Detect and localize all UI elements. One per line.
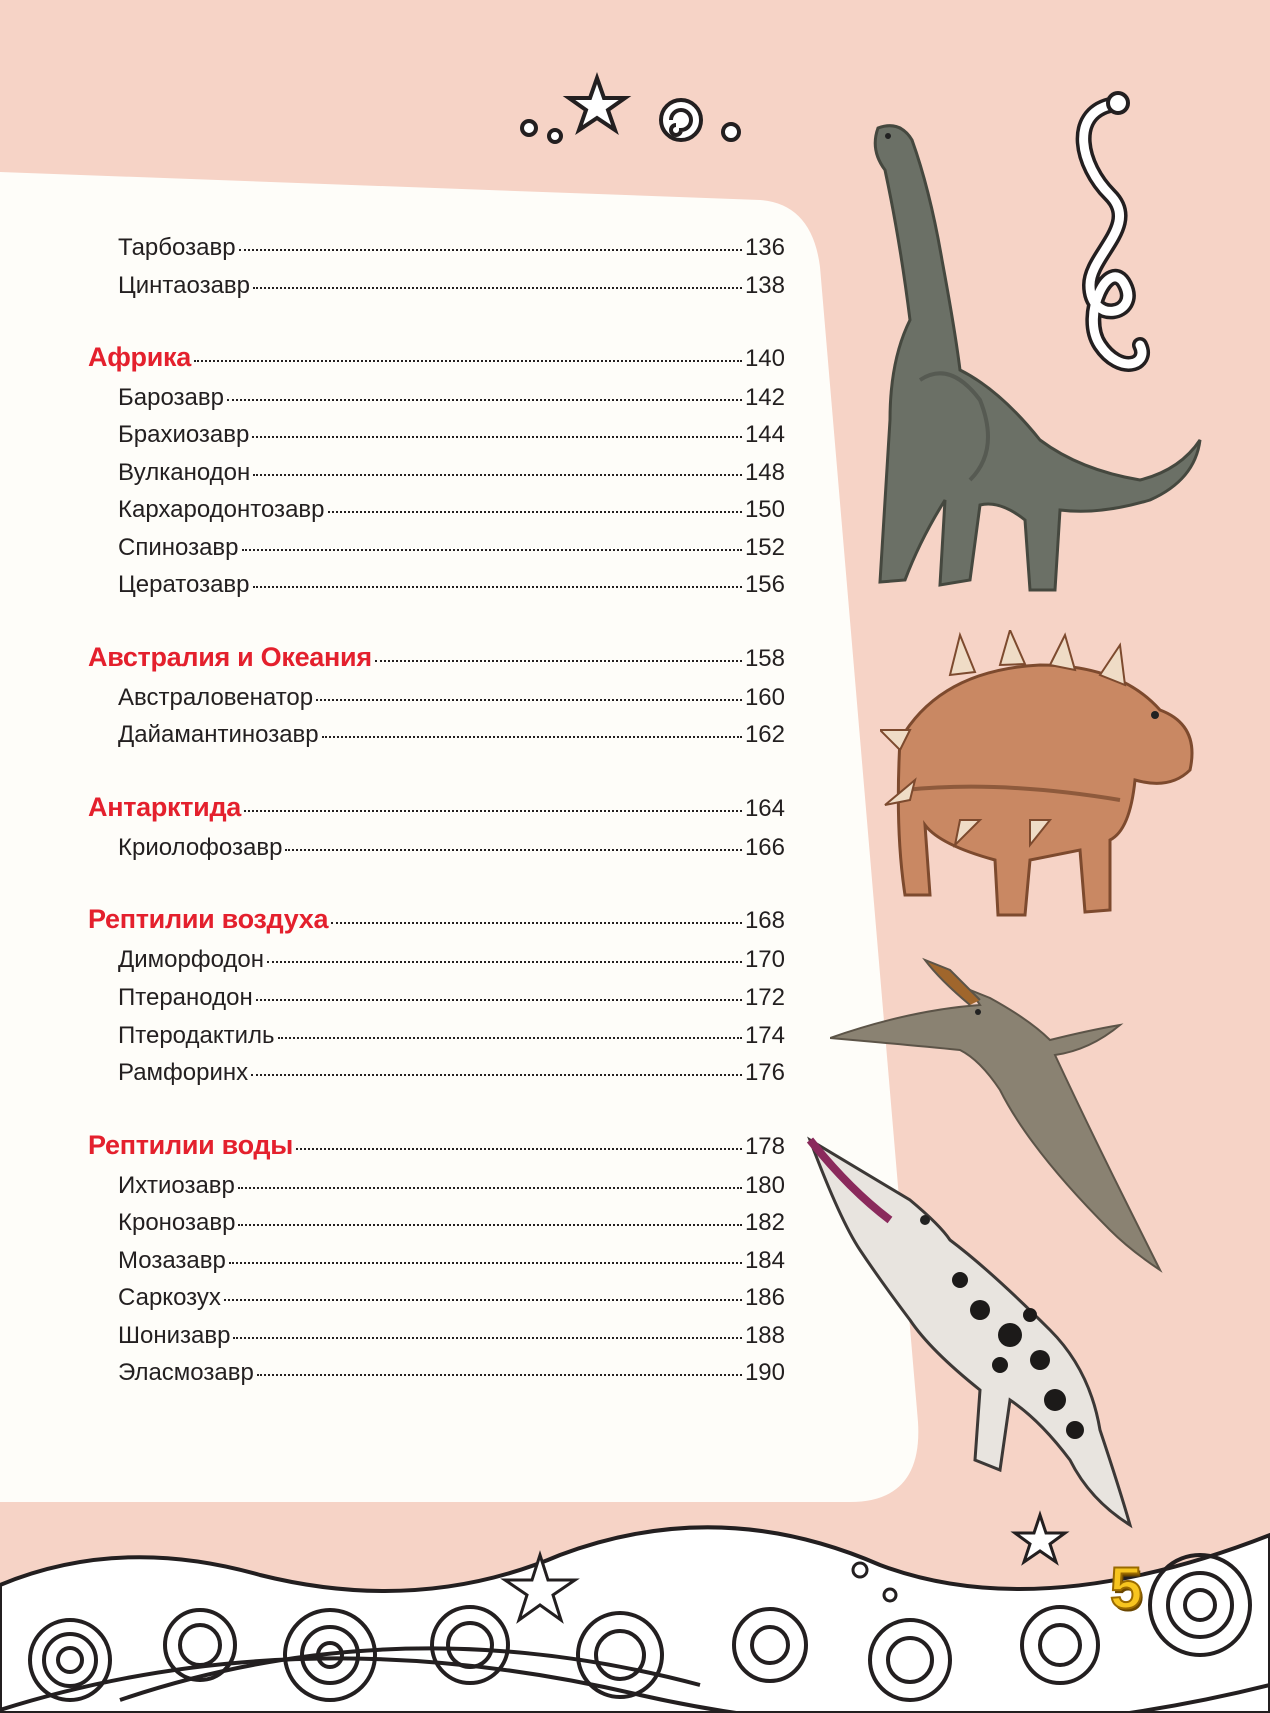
toc-entry-title: Птеродактиль (118, 1022, 275, 1049)
toc-entry-page: 180 (744, 1172, 785, 1199)
dot-leader (375, 659, 742, 662)
toc-entry-page: 152 (744, 534, 785, 561)
toc-section-heading[interactable] (88, 642, 785, 673)
toc-entry-page: 138 (744, 272, 785, 299)
toc-section-title: Антарктида (88, 792, 242, 822)
toc-entry-title: Цинтаозавр (118, 272, 251, 299)
toc-entry-page: 172 (744, 984, 785, 1011)
toc-entry-page: 150 (744, 496, 785, 523)
toc-entry-title: Кархародонтозавр (118, 496, 325, 523)
dot-leader (253, 286, 742, 289)
toc-entry[interactable] (118, 1209, 785, 1237)
dot-leader (322, 735, 742, 738)
dot-leader (316, 698, 742, 701)
toc-section-heading[interactable] (88, 1130, 785, 1161)
dot-leader (252, 435, 742, 438)
dot-leader (285, 848, 742, 851)
toc-entry-title: Птеранодон (118, 984, 253, 1011)
toc-entry[interactable] (118, 721, 785, 749)
toc-section-title: Африка (88, 342, 191, 372)
brachiosaurus-illustration (860, 120, 1210, 610)
toc-entry-page: 144 (744, 421, 785, 448)
toc-entry-title: Мозазавр (118, 1247, 226, 1274)
dot-leader (244, 809, 742, 812)
toc-entry[interactable] (118, 459, 785, 487)
page-number: 5 (1110, 1556, 1143, 1621)
toc-entry-page: 170 (744, 946, 785, 973)
toc-entry-title: Барозавр (118, 384, 224, 411)
toc-entry[interactable] (118, 1059, 785, 1087)
toc-entry-page: 188 (744, 1322, 785, 1349)
dot-leader (256, 998, 742, 1001)
toc-entry-title: Рамфоринх (118, 1059, 249, 1086)
toc-entry-title: Саркозух (118, 1284, 221, 1311)
top-doodles (515, 70, 755, 155)
toc-section-heading[interactable] (88, 904, 785, 935)
toc-entry-title: Ихтиозавр (118, 1172, 235, 1199)
toc-entry-title: Криолофозавр (118, 834, 283, 861)
toc-entry-title: Вулканодон (118, 459, 251, 486)
toc-entry-page: 168 (744, 907, 785, 934)
dot-leader (267, 960, 742, 963)
toc-entry-page: 140 (744, 345, 785, 372)
toc-entry-title: Австраловенатор (118, 684, 314, 711)
toc-entry[interactable] (118, 534, 785, 562)
toc-entry-page: 178 (744, 1133, 785, 1160)
dot-leader (296, 1147, 742, 1150)
toc-entry-title: Кронозавр (118, 1209, 236, 1236)
toc-entry-title: Эласмозавр (118, 1359, 254, 1386)
ankylosaurus-illustration (880, 630, 1210, 930)
toc-entry[interactable] (118, 984, 785, 1012)
dot-leader (233, 1336, 742, 1339)
toc-entry[interactable] (118, 421, 785, 449)
toc-entry-page: 164 (744, 795, 785, 822)
toc-entry-page: 166 (744, 834, 785, 861)
toc-entry-title: Дайамантинозавр (118, 721, 319, 748)
toc-entry-page: 190 (744, 1359, 785, 1386)
toc-entry-page: 162 (744, 721, 785, 748)
toc-entry[interactable] (118, 1247, 785, 1275)
toc-entry[interactable] (118, 496, 785, 524)
toc-section-title: Австралия и Океания (88, 642, 372, 672)
dot-leader (239, 248, 742, 251)
toc-entry-page: 174 (744, 1022, 785, 1049)
dot-leader (194, 359, 742, 362)
toc-entry-page: 182 (744, 1209, 785, 1236)
toc-entry-page: 160 (744, 684, 785, 711)
toc-entry-page: 148 (744, 459, 785, 486)
dot-leader (331, 921, 742, 924)
dot-leader (253, 585, 742, 588)
toc-section-heading[interactable] (88, 792, 785, 823)
toc-entry-title: Брахиозавр (118, 421, 250, 448)
toc-entry-title: Тарбозавр (118, 234, 236, 261)
dot-leader (229, 1261, 742, 1264)
dot-leader (238, 1223, 741, 1226)
toc-entry-page: 186 (744, 1284, 785, 1311)
toc-entry[interactable] (118, 946, 785, 974)
toc-entry[interactable] (118, 834, 785, 862)
dot-leader (242, 548, 742, 551)
toc-entry-page: 136 (744, 234, 785, 261)
toc-entry[interactable] (118, 272, 785, 300)
toc-entry-page: 176 (744, 1059, 785, 1086)
toc-entry[interactable] (118, 1172, 785, 1200)
toc-entry[interactable] (118, 384, 785, 412)
toc-entry-page: 156 (744, 571, 785, 598)
toc-entry[interactable] (118, 234, 785, 262)
toc-entry[interactable] (118, 1284, 785, 1312)
toc-entry[interactable] (118, 1359, 785, 1387)
toc-section-title: Рептилии воздуха (88, 904, 329, 934)
dot-leader (278, 1036, 742, 1039)
toc-entry[interactable] (118, 571, 785, 599)
toc-entry-page: 142 (744, 384, 785, 411)
dot-leader (257, 1373, 742, 1376)
toc-entry[interactable] (118, 1322, 785, 1350)
dot-leader (251, 1073, 742, 1076)
dot-leader (238, 1186, 742, 1189)
toc-section-heading[interactable] (88, 342, 785, 373)
toc-entry-title: Цератозавр (118, 571, 250, 598)
toc-section-title: Рептилии воды (88, 1130, 294, 1160)
marine-reptile-illustration (800, 1130, 1180, 1530)
toc-entry[interactable] (118, 684, 785, 712)
dot-leader (227, 398, 742, 401)
toc-entry-title: Спинозавр (118, 534, 239, 561)
toc-entry-title: Шонизавр (118, 1322, 231, 1349)
toc-entry-page: 184 (744, 1247, 785, 1274)
dot-leader (224, 1298, 742, 1301)
toc-entry-page: 158 (744, 645, 785, 672)
toc-entry[interactable] (118, 1022, 785, 1050)
toc-entry-title: Диморфодон (118, 946, 265, 973)
bottom-doodle-border (0, 1495, 1270, 1713)
dot-leader (253, 473, 742, 476)
dot-leader (328, 510, 742, 513)
